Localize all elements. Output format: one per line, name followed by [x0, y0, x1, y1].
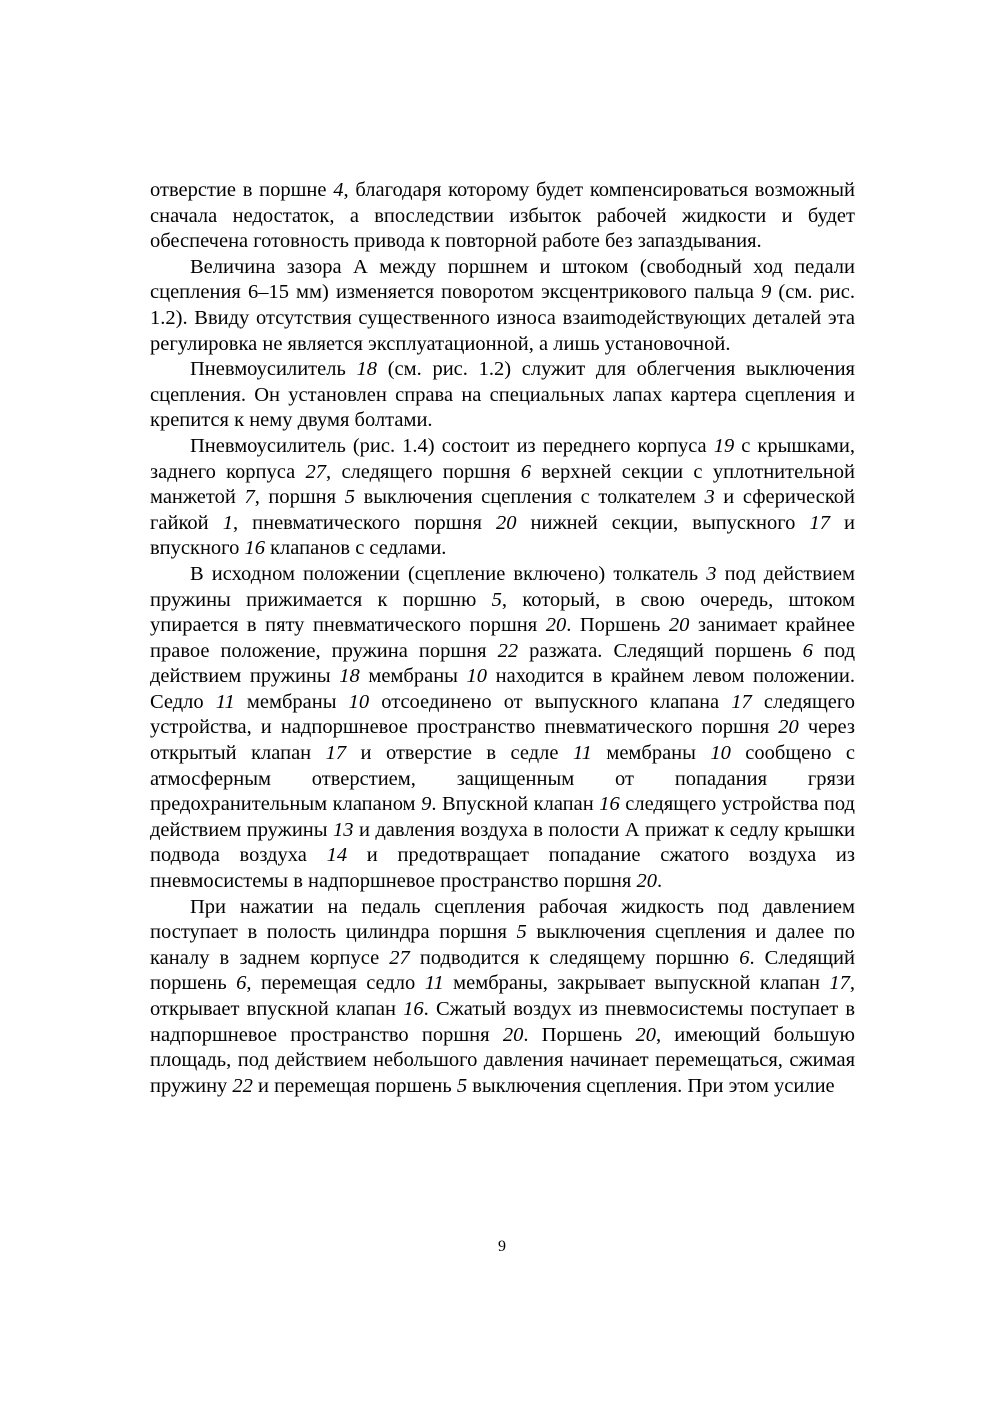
- text-run: . Сжатый воздух из пневмосистемы поступает в надпоршневое пространство поршня: [150, 998, 855, 1046]
- reference-number: 7: [244, 486, 255, 509]
- text-run: , открывает впускной клапан: [150, 972, 855, 1020]
- text-run: сообщено с атмосферным отверстием, защищенным от попадания грязи предохранительным клапаном: [150, 742, 855, 816]
- reference-number: 13: [333, 818, 354, 841]
- text-run: следящего устройства под действием пружины: [150, 793, 855, 841]
- text-run: . Поршень: [523, 1023, 636, 1046]
- text-run: , который, в свою очередь, штоком упирается в пяту пневматического поршня: [150, 588, 855, 637]
- text-run: Пневмоусилитель (рис. 1.4) состоит из переднего корпуса: [190, 434, 714, 457]
- reference-number: 6: [520, 460, 532, 483]
- text-run: и перемещая поршень: [252, 1074, 457, 1097]
- document-body: [150, 178, 855, 1099]
- text-run: верхней секции с уплотнительной манжетой: [150, 460, 855, 509]
- text-run: , пневматического поршня: [232, 511, 496, 534]
- text-run: разжата. Следящий поршень: [518, 639, 803, 662]
- reference-number: 14: [326, 844, 348, 867]
- text-run: Величина зазора А между поршнем и штоком (свободный ход педали сцепления 6–15 мм) изменяется поворотом эксцентрикового пальца: [150, 255, 855, 304]
- paragraph: [150, 255, 855, 357]
- text-run: и предотвращает попадание сжатого воздуха из пневмосистемы в надпоршневое пространство поршня: [150, 844, 855, 893]
- text-run: Пневмоусилитель: [190, 358, 357, 381]
- reference-number: 22: [497, 639, 519, 662]
- reference-number: 3: [704, 486, 715, 509]
- reference-number: 16: [244, 537, 265, 560]
- reference-number: 5: [344, 486, 355, 509]
- reference-number: 17: [829, 972, 850, 995]
- reference-number: 22: [232, 1074, 253, 1097]
- text-run: подводится к следящему поршню: [409, 946, 740, 969]
- reference-number: 3: [706, 562, 717, 585]
- text-run: и давления воздуха в полости А прижат к седлу крышки подвода воздуха: [150, 818, 855, 867]
- reference-number: 10: [348, 690, 370, 713]
- text-run: мембраны: [359, 665, 467, 688]
- reference-number: 16: [403, 998, 424, 1020]
- reference-number: 20: [635, 1023, 656, 1046]
- reference-number: 6: [802, 639, 813, 662]
- reference-number: 20: [636, 870, 657, 893]
- text-run: и отверстие в седле: [346, 742, 573, 765]
- text-run: с крышками, заднего корпуса: [150, 434, 855, 483]
- paragraph: [150, 434, 855, 562]
- reference-number: 5: [456, 1074, 468, 1097]
- reference-number: 18: [356, 358, 378, 381]
- reference-number: 11: [424, 972, 444, 995]
- reference-number: 17: [325, 742, 347, 765]
- reference-number: 20: [495, 511, 517, 534]
- reference-number: 20: [502, 1023, 524, 1046]
- reference-number: 5: [491, 588, 502, 611]
- reference-number: 11: [215, 690, 235, 713]
- reference-number: 9: [761, 281, 772, 304]
- text-run: мембраны: [234, 690, 349, 713]
- text-run: отверстие в поршне: [150, 179, 334, 201]
- text-run: При нажатии на педаль сцепления рабочая жидкость под давлением поступает в полость цилиндра поршня: [150, 895, 855, 944]
- text-run: , поршня: [254, 486, 345, 509]
- reference-number: 6: [236, 972, 247, 995]
- reference-number: 10: [466, 665, 488, 688]
- reference-number: 16: [599, 793, 620, 816]
- reference-number: 19: [713, 434, 735, 457]
- text-run: В исходном положении (сцепление включено) толкатель: [190, 562, 707, 585]
- reference-number: 11: [572, 742, 592, 765]
- reference-number: 6: [739, 946, 750, 969]
- reference-number: 10: [710, 742, 731, 765]
- page-number: 9: [498, 1238, 506, 1255]
- text-run: (см. рис. 1.2) служит для облегчения выключения сцепления. Он установлен справа на специальных лапах картера сцепления и крепится к нему двумя болтами.: [150, 358, 855, 432]
- reference-number: 1: [222, 511, 233, 534]
- reference-number: 20: [545, 614, 567, 637]
- paragraph: [150, 178, 855, 255]
- paragraph: [150, 895, 855, 1100]
- paragraph: [150, 562, 855, 895]
- reference-number: 17: [809, 511, 830, 534]
- text-run: и сферической гайкой: [150, 486, 856, 534]
- text-run: . Впускной клапан: [431, 793, 600, 816]
- text-run: , перемещая седло: [246, 972, 425, 995]
- reference-number: 5: [516, 921, 527, 944]
- text-run: выключения сцепления. При этом усилие: [467, 1074, 835, 1097]
- reference-number: 20: [778, 716, 799, 739]
- reference-number: 17: [731, 690, 752, 713]
- text-run: , следящего поршня: [326, 460, 521, 483]
- text-run: .: [656, 870, 663, 893]
- text-run: выключения сцепления и далее по каналу в заднем корпусе: [150, 921, 855, 969]
- text-run: занимает крайнее правое положение, пружина поршня: [150, 614, 856, 662]
- text-run: под действием пружины: [150, 639, 856, 688]
- text-run: мембраны: [591, 742, 711, 765]
- reference-number: 20: [668, 614, 690, 637]
- text-run: мембраны, закрывает выпускной клапан: [443, 972, 830, 995]
- reference-number: 27: [389, 946, 410, 969]
- reference-number: 18: [339, 665, 360, 688]
- reference-number: 9: [421, 793, 432, 816]
- text-run: . Следящий поршень: [150, 946, 855, 995]
- text-run: следящего устройства, и надпоршневое пространство пневматического поршня: [150, 690, 855, 739]
- text-run: отсоединено от выпускного клапана: [369, 690, 732, 713]
- text-run: , имеющий большую площадь, под действием небольшого давления начинает перемещаться, сжимая пружину: [150, 1023, 855, 1097]
- text-run: . Поршень: [566, 614, 669, 637]
- text-run: под действием пружины прижимается к поршню: [150, 562, 856, 611]
- reference-number: 4: [333, 179, 344, 201]
- paragraph: [150, 357, 855, 434]
- text-run: выключения сцепления с толкателем: [354, 486, 705, 509]
- text-run: нижней секции, выпускного: [516, 511, 810, 534]
- text-run: , благодаря которому будет компенсироваться возможный сначала недостаток, а впоследствии избыток рабочей жидкости и будет обеспечена готовность привода к повторной работе без запаздывания.: [150, 179, 855, 253]
- text-run: через открытый клапан: [150, 716, 855, 765]
- reference-number: 27: [305, 460, 327, 483]
- text-run: клапанов с седлами.: [264, 537, 447, 560]
- text-run: (см. рис. 1.2). Ввиду отсутствия существенного износа взаиmодействующих деталей эта регулировка не является эксплуатационной, а лишь установочной.: [150, 281, 856, 355]
- text-run: и впускного: [150, 511, 855, 560]
- text-run: находится в крайнем левом положении. Седло: [150, 665, 855, 713]
